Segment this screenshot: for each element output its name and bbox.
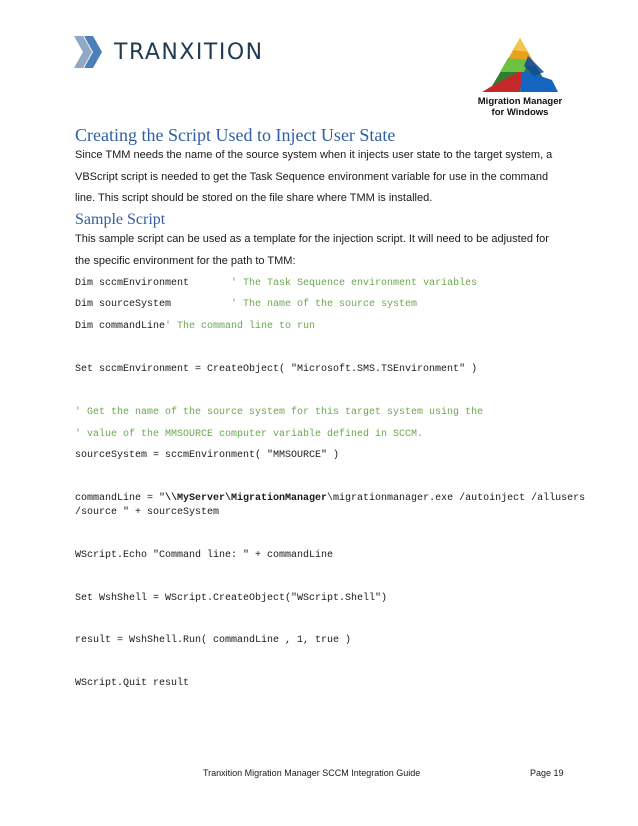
code-text: Dim commandLine bbox=[75, 321, 166, 332]
tranxition-logo bbox=[74, 36, 264, 68]
footer-title: Tranxition Migration Manager SCCM Integration Guide bbox=[203, 768, 421, 778]
section1-line-3: line. This script should be stored on the file share where TMM is installed. bbox=[75, 192, 433, 204]
code-line: Set sccmEnvironment = CreateObject( "Microsoft.SMS.TSEnvironment" ) bbox=[75, 364, 478, 375]
wordmark-part-x: X bbox=[179, 39, 196, 65]
section-title-sample-script: Sample Script bbox=[75, 211, 166, 228]
code-text: \migrationmanager.exe /autoinject /allusers bbox=[327, 493, 586, 504]
migration-triangle-icon bbox=[478, 36, 562, 94]
code-line: Set WshShell = WScript.CreateObject("WScript.Shell") bbox=[75, 593, 388, 604]
code-comment: ' The Task Sequence environment variables bbox=[231, 278, 478, 289]
code-line bbox=[75, 277, 477, 290]
code-comment: ' The command line to run bbox=[165, 321, 316, 332]
page-number: Page 19 bbox=[530, 768, 564, 778]
tranxition-x-icon bbox=[74, 36, 110, 68]
section-title-creating-script: Creating the Script Used to Inject User State bbox=[75, 125, 396, 145]
code-comment-line: ' value of the MMSOURCE computer variable defined in SCCM. bbox=[75, 429, 424, 440]
code-line: WScript.Echo "Command line: " + commandLine bbox=[75, 550, 334, 561]
code-text: Dim sccmEnvironment bbox=[75, 278, 232, 289]
migration-manager-logo bbox=[472, 36, 568, 120]
section1-line-2: VBScript script is needed to get the Task Sequence environment variable for use in the command bbox=[75, 170, 549, 183]
code-line: result = WshShell.Run( commandLine , 1, true ) bbox=[75, 635, 352, 646]
code-comment-line: ' Get the name of the source system for this target system using the bbox=[75, 407, 484, 418]
wordmark-part-tran: TRAN bbox=[114, 39, 180, 65]
mm-logo-line-2: for Windows bbox=[491, 107, 549, 118]
section1-line-1: Since TMM needs the name of the source system when it injects user state to the target system, a bbox=[75, 149, 553, 161]
section2-body bbox=[75, 229, 565, 272]
code-line bbox=[75, 492, 585, 505]
code-comment: ' The name of the source system bbox=[231, 299, 418, 310]
wordmark-part-ition: ITION bbox=[195, 39, 264, 65]
tranxition-wordmark bbox=[114, 40, 264, 65]
mm-logo-line-1: Migration Manager bbox=[477, 96, 563, 107]
code-line: WScript.Quit result bbox=[75, 678, 190, 689]
mm-logo-caption bbox=[472, 96, 568, 118]
code-line bbox=[75, 320, 315, 333]
code-server-path: \\MyServer\MigrationManager bbox=[165, 493, 328, 504]
code-line bbox=[75, 298, 417, 311]
code-line: /source " + sourceSystem bbox=[75, 507, 220, 518]
section2-line-1: This sample script can be used as a template for the injection script. It will need to be adjusted for bbox=[75, 233, 549, 245]
code-text: Dim sourceSystem bbox=[75, 299, 232, 310]
code-text: commandLine = " bbox=[75, 493, 166, 504]
section2-line-2: the specific environment for the path to TMM: bbox=[75, 254, 296, 267]
section1-body bbox=[75, 145, 565, 210]
code-line: sourceSystem = sccmEnvironment( "MMSOURCE" ) bbox=[75, 450, 340, 461]
